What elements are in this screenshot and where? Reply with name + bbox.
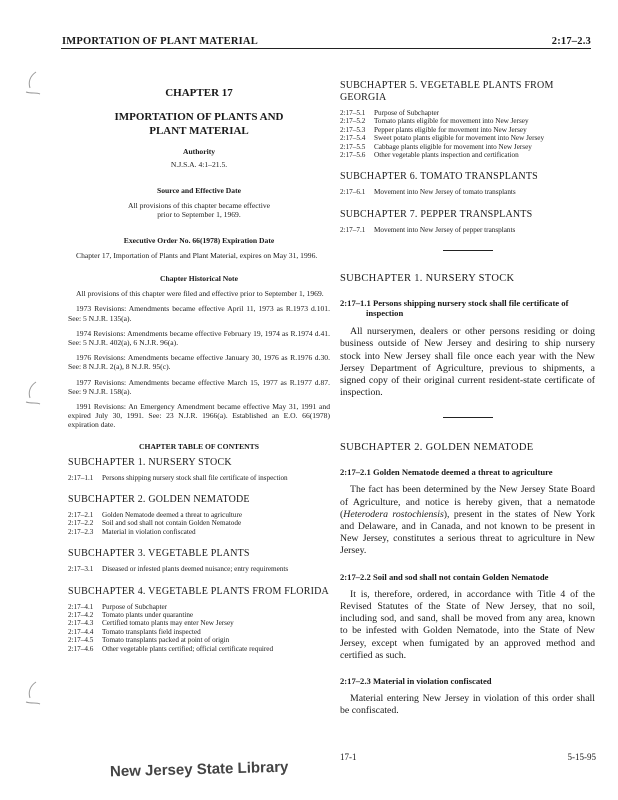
- scan-mark-icon: [22, 680, 44, 708]
- toc-entry-number: 2:17–1.1: [68, 473, 94, 482]
- toc-entry: [68, 603, 330, 611]
- toc-entry-number: 2:17–4.2: [68, 611, 94, 620]
- history-note: All provisions of this chapter were filed and effective prior to September 1, 1969.: [76, 289, 324, 299]
- toc-entry-text: Other vegetable plants certified; official certificate required: [102, 644, 274, 653]
- history-note: 1991 Revisions: An Emergency Amendment became effective May 31, 1991 and expired July 30, 1991. See: 23 N.J.R. 1966(a). Established an E.O. 66(1978) expiration date.: [68, 402, 330, 430]
- toc-entry-text: Other vegetable plants inspection and certification: [374, 151, 519, 160]
- toc-subchapter-title: SUBCHAPTER 5. VEGETABLE PLANTS FROM GEORGIA: [340, 80, 554, 103]
- header-rule: [61, 48, 591, 49]
- left-column: [68, 80, 330, 653]
- toc-entry: [68, 565, 330, 573]
- toc-entry-number: 2:17–5.5: [340, 142, 366, 151]
- toc-subchapter-title: SUBCHAPTER 4. VEGETABLE PLANTS FROM FLORIDA: [68, 585, 329, 597]
- authority-heading: Authority: [182, 147, 216, 156]
- toc-entry-number: 2:17–5.1: [340, 109, 366, 117]
- toc-entry-text: Material in violation confiscated: [102, 527, 196, 536]
- toc-entry-number: 2:17–5.4: [340, 134, 366, 143]
- section-2-2-heading: 2:17–2.2 Soil and sod shall not contain Golden Nematode: [340, 571, 549, 582]
- table-of-contents-continued: [340, 80, 595, 234]
- toc-entry-text: Movement into New Jersey of tomato transplants: [374, 188, 516, 197]
- toc-entry: [68, 645, 330, 653]
- toc-entry: [340, 226, 595, 234]
- toc-entry-number: 2:17–4.3: [68, 619, 94, 628]
- toc-entry-number: 2:17–5.3: [340, 125, 366, 134]
- section-2-1-heading: 2:17–2.1 Golden Nematode deemed a threat to agriculture: [340, 467, 553, 478]
- toc-entry-text: Movement into New Jersey of pepper transplants: [374, 225, 516, 234]
- toc-entry: [340, 151, 595, 159]
- toc-entry: [68, 611, 330, 619]
- toc-entry-number: 2:17–7.1: [340, 225, 366, 234]
- authority-text: N.J.S.A. 4:1–21.5.: [170, 160, 228, 169]
- scan-mark-icon: [22, 70, 44, 98]
- section-2-1-body: The fact has been determined by the New Jersey State Board of Agriculture, and notice is hereby given, that a nematode (Heterodera rostochiensis), present in the states of New York and Delaware, and in Canada, and not known to be present in New Jersey, constitutes a serious threat to agriculture in New Jersey.: [340, 484, 596, 557]
- section-2-2-body: It is, therefore, ordered, in accordance with Title 4 of the Revised Statutes of the State of New Jersey, that no soil, including sod, and sand, shall be moved from any area, known to be infested with Golden Nematode, into the State of New Jersey, except when fumigated by an approved method and certified as such.: [340, 588, 595, 661]
- toc-entry-number: 2:17–4.6: [68, 644, 94, 653]
- toc-entry-text: Certified tomato plants may enter New Jersey: [102, 619, 234, 628]
- history-notes: [68, 289, 330, 429]
- history-note: 1977 Revisions: Amendments became effective March 15, 1977 as R.1977 d.87. See: 9 N.J.R. 158(a).: [68, 377, 330, 396]
- toc-entry-text: Pepper plants eligible for movement into New Jersey: [374, 125, 527, 134]
- page-number: 17-1: [340, 752, 357, 762]
- toc-subchapter-title: SUBCHAPTER 6. TOMATO TRANSPLANTS: [340, 171, 538, 183]
- toc-entry: [340, 109, 595, 117]
- right-column: [340, 80, 595, 717]
- chapter-title-line2: PLANT MATERIAL: [149, 125, 249, 137]
- library-stamp: New Jersey State Library: [109, 758, 289, 781]
- toc-entry-number: 2:17–5.6: [340, 151, 366, 160]
- toc-entry-text: Purpose of Subchapter: [102, 602, 168, 611]
- source-heading: Source and Effective Date: [156, 186, 241, 195]
- toc-entry-text: Cabbage plants eligible for movement into New Jersey: [374, 142, 532, 151]
- chapter-number: CHAPTER 17: [165, 87, 233, 99]
- toc-entry: [340, 117, 595, 125]
- toc-entry-text: Soil and sod shall not contain Golden Nematode: [102, 519, 242, 528]
- toc-entry-text: Tomato transplants field inspected: [102, 627, 201, 636]
- toc-entry: [340, 188, 595, 196]
- executive-order-text: Chapter 17, Importation of Plants and Plant Material, expires on May 31, 1996.: [76, 251, 318, 260]
- toc-entry-number: 2:17–2.2: [68, 519, 94, 528]
- history-note: 1973 Revisions: Amendments became effective April 11, 1973 as R.1973 d.101. See: 5 N.J.R. 135(a).: [68, 304, 330, 323]
- section-2-3-heading: 2:17–2.3 Material in violation confiscated: [340, 675, 492, 686]
- toc-subchapter-title: SUBCHAPTER 3. VEGETABLE PLANTS: [68, 548, 250, 560]
- section-1-1-heading: 2:17–1.1 Persons shipping nursery stock shall file certificate of inspection: [340, 298, 569, 319]
- toc-heading: CHAPTER TABLE OF CONTENTS: [139, 441, 259, 451]
- toc-entry-number: 2:17–4.1: [68, 602, 94, 611]
- toc-entry-text: Golden Nematode deemed a threat to agriculture: [102, 511, 243, 520]
- source-text-line2: prior to September 1, 1969.: [157, 210, 241, 219]
- toc-subchapter-title: SUBCHAPTER 1. NURSERY STOCK: [68, 456, 232, 468]
- toc-entry-number: 2:17–2.3: [68, 527, 94, 536]
- toc-entry: [68, 519, 330, 527]
- toc-entry: [340, 126, 595, 134]
- toc-entry: [68, 511, 330, 519]
- toc-entry: [68, 474, 330, 482]
- toc-entry-text: Tomato plants under quarantine: [102, 611, 194, 620]
- toc-entry: [340, 134, 595, 142]
- toc-entry: [68, 628, 330, 636]
- toc-entry-text: Tomato plants eligible for movement into New Jersey: [374, 117, 529, 126]
- section-divider: [443, 250, 493, 251]
- toc-entry: [340, 143, 595, 151]
- toc-entry-number: 2:17–6.1: [340, 188, 366, 197]
- history-note: 1974 Revisions: Amendments became effective February 19, 1974 as R.1974 d.41. See: 5 N.J.R. 402(a), 6 N.J.R. 96(a).: [68, 328, 330, 348]
- running-header-section: 2:17–2.3: [551, 36, 591, 47]
- history-heading: Chapter Historical Note: [160, 274, 238, 284]
- toc-entry-number: 2:17–5.2: [340, 117, 366, 126]
- section-2-3-body: Material entering New Jersey in violation of this order shall be confiscated.: [340, 692, 595, 717]
- toc-subchapter-title: SUBCHAPTER 2. GOLDEN NEMATODE: [68, 494, 250, 506]
- executive-order-heading: Executive Order No. 66(1978) Expiration Date: [123, 236, 275, 245]
- toc-entry-text: Persons shipping nursery stock shall file certificate of inspection: [102, 473, 288, 482]
- toc-entry-number: 2:17–4.5: [68, 636, 94, 645]
- revision-date: 5-15-95: [567, 752, 596, 762]
- table-of-contents: [68, 457, 330, 653]
- toc-entry-text: Purpose of Subchapter: [374, 109, 440, 117]
- toc-entry-text: Tomato transplants packed at point of origin: [102, 636, 230, 645]
- scan-mark-icon: [22, 380, 44, 408]
- running-header-title: IMPORTATION OF PLANT MATERIAL: [62, 36, 258, 47]
- toc-entry-number: 2:17–3.1: [68, 565, 94, 574]
- subchapter-1-title: SUBCHAPTER 1. NURSERY STOCK: [340, 273, 515, 285]
- toc-subchapter-title: SUBCHAPTER 7. PEPPER TRANSPLANTS: [340, 208, 533, 220]
- toc-entry: [68, 636, 330, 644]
- toc-entry-text: Diseased or infested plants deemed nuisance; entry requirements: [102, 565, 289, 574]
- toc-entry: [68, 528, 330, 536]
- source-text-line1: All provisions of this chapter became effective: [128, 201, 270, 210]
- toc-entry: [68, 619, 330, 627]
- section-1-1-body: All nurserymen, dealers or other persons residing or doing business outside of New Jersey and desiring to ship nursery stock into New Jersey shall file once each year with the New Jersey Department of Agriculture, previous to shipments, a signed copy of their original current resident-state certificate of inspection.: [340, 326, 595, 399]
- history-note: 1976 Revisions: Amendments became effective January 30, 1976 as R.1976 d.30. See: 8 N.J.R. 2(a), 8 N.J.R. 95(c).: [68, 353, 330, 372]
- chapter-title-line1: IMPORTATION OF PLANTS AND: [114, 111, 284, 123]
- toc-entry-number: 2:17–2.1: [68, 511, 94, 520]
- subchapter-2-title: SUBCHAPTER 2. GOLDEN NEMATODE: [340, 442, 534, 454]
- toc-entry-text: Sweet potato plants eligible for movement into New Jersey: [374, 134, 545, 143]
- section-divider: [443, 417, 493, 418]
- toc-entry-number: 2:17–4.4: [68, 627, 94, 636]
